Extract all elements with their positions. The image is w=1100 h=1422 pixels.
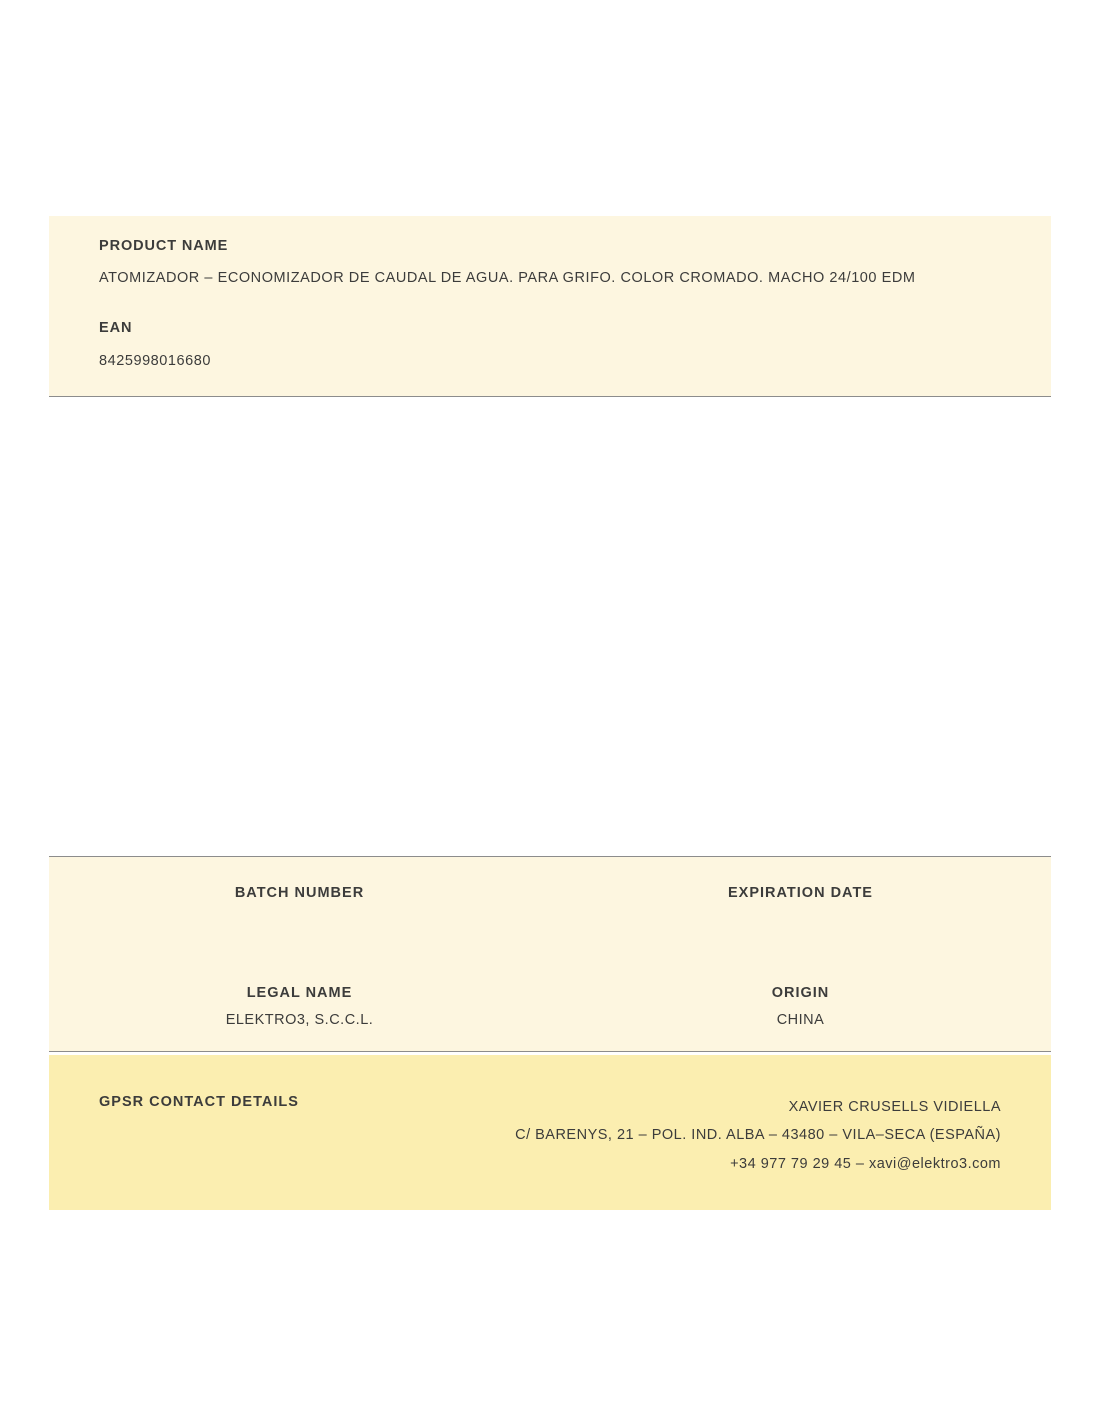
- batch-number-cell: [49, 885, 550, 928]
- origin-value: CHINA: [776, 1011, 825, 1028]
- batch-number-label: BATCH NUMBER: [234, 885, 365, 901]
- ean-value: 8425998016680: [99, 352, 211, 369]
- legal-name-cell: [49, 985, 550, 1029]
- gpsr-contact-row: [99, 1093, 1001, 1178]
- expiration-date-label: EXPIRATION DATE: [728, 885, 873, 901]
- product-name-label: PRODUCT NAME: [99, 238, 229, 254]
- legal-origin-row: [49, 985, 1051, 1029]
- ean-label: EAN: [99, 320, 133, 337]
- gpsr-contact-lines: [299, 1093, 1001, 1178]
- product-name-value: ATOMIZADOR – ECONOMIZADOR DE CAUDAL DE AGUA. PARA GRIFO. COLOR CROMADO. MACHO 24/100 EDM: [99, 270, 916, 287]
- gpsr-contact-address: C/ BARENYS, 21 – POL. IND. ALBA – 43480 – VILA–SECA (ESPAÑA): [515, 1127, 1001, 1144]
- legal-name-value: ELEKTRO3, S.C.C.L.: [225, 1011, 374, 1028]
- gpsr-contact-phone-email: +34 977 79 29 45 – xavi@elektro3.com: [730, 1155, 1001, 1172]
- expiration-date-value: [560, 911, 1041, 928]
- batch-number-value: [59, 911, 540, 928]
- gpsr-contact-label: GPSR CONTACT DETAILS: [99, 1094, 299, 1110]
- batch-expiration-row: [49, 885, 1051, 928]
- product-details-block: [49, 856, 1051, 1052]
- origin-cell: [550, 985, 1051, 1029]
- legal-name-label: LEGAL NAME: [246, 985, 353, 1002]
- expiration-date-cell: [550, 885, 1051, 928]
- gpsr-contact-person: XAVIER CRUSELLS VIDIELLA: [788, 1099, 1001, 1115]
- product-info-block: [49, 216, 1051, 397]
- spacer: [99, 288, 1001, 320]
- spacer: [49, 928, 1051, 985]
- gpsr-contact-block: [49, 1055, 1051, 1210]
- origin-label: ORIGIN: [771, 985, 830, 1002]
- blank-content-area: [49, 397, 1051, 856]
